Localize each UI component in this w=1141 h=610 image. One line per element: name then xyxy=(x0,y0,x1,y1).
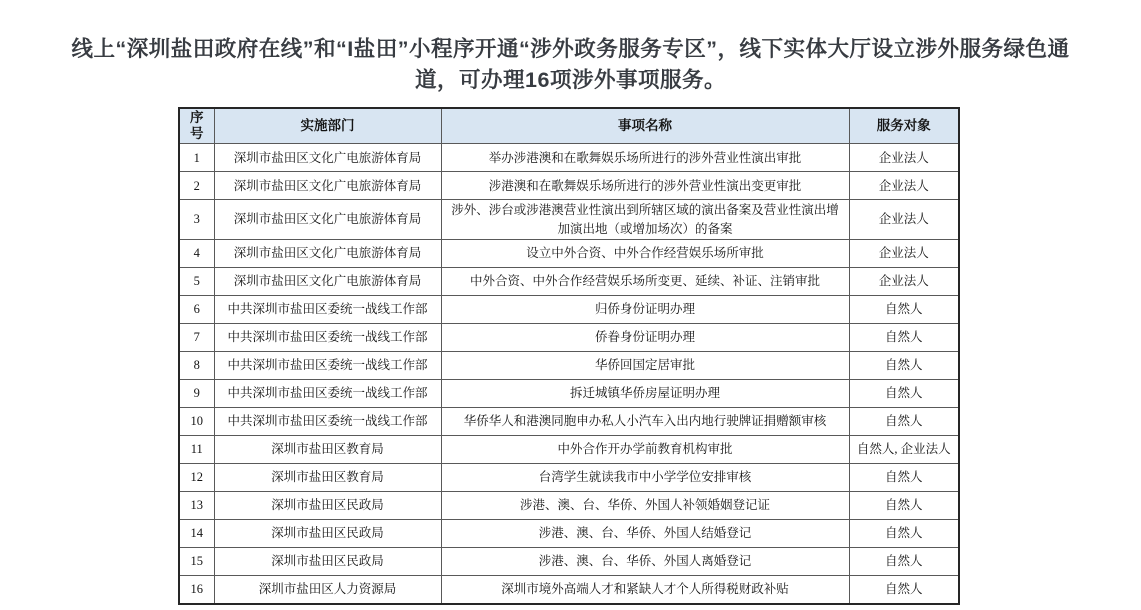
page-title: 线上“深圳盐田政府在线”和“I盐田”小程序开通“涉外政务服务专区”，线下实体大厅设立涉外服务绿色通道，可办理16项涉外事项服务。 xyxy=(71,37,1070,92)
item-name-cell: 设立中外合资、中外合作经营娱乐场所审批 xyxy=(441,239,849,267)
table-row xyxy=(179,575,959,604)
department-cell: 深圳市盐田区文化广电旅游体育局 xyxy=(214,200,441,239)
department-cell: 深圳市盐田区文化广电旅游体育局 xyxy=(214,267,441,295)
row-number-cell: 4 xyxy=(179,239,214,267)
item-name-cell: 涉外、涉台或涉港澳营业性演出到所辖区域的演出备案及营业性演出增加演出地（或增加场次）的备案 xyxy=(441,200,849,239)
table-row xyxy=(179,239,959,267)
table-row xyxy=(179,200,959,239)
service-target-cell: 自然人 xyxy=(849,323,959,351)
service-target-cell: 自然人 xyxy=(849,491,959,519)
table-body xyxy=(179,144,959,604)
row-number-cell: 15 xyxy=(179,547,214,575)
table-row xyxy=(179,407,959,435)
table-row xyxy=(179,463,959,491)
department-cell: 深圳市盐田区民政局 xyxy=(214,547,441,575)
department-cell: 深圳市盐田区文化广电旅游体育局 xyxy=(214,172,441,200)
table-header-row xyxy=(179,108,959,144)
table-row xyxy=(179,295,959,323)
row-number-cell: 10 xyxy=(179,407,214,435)
table-row xyxy=(179,351,959,379)
row-number-cell: 16 xyxy=(179,575,214,604)
item-name-cell: 涉港、澳、台、华侨、外国人离婚登记 xyxy=(441,547,849,575)
department-cell: 深圳市盐田区人力资源局 xyxy=(214,575,441,604)
row-number-cell: 2 xyxy=(179,172,214,200)
row-number-cell: 5 xyxy=(179,267,214,295)
services-table xyxy=(178,107,960,605)
service-target-cell: 自然人 xyxy=(849,575,959,604)
department-cell: 深圳市盐田区民政局 xyxy=(214,491,441,519)
department-cell: 深圳市盐田区教育局 xyxy=(214,463,441,491)
column-header: 序号 xyxy=(179,108,214,144)
table-row xyxy=(179,323,959,351)
row-number-cell: 11 xyxy=(179,435,214,463)
department-cell: 中共深圳市盐田区委统一战线工作部 xyxy=(214,323,441,351)
table-row xyxy=(179,491,959,519)
service-target-cell: 企业法人 xyxy=(849,267,959,295)
department-cell: 中共深圳市盐田区委统一战线工作部 xyxy=(214,295,441,323)
department-cell: 深圳市盐田区文化广电旅游体育局 xyxy=(214,239,441,267)
row-number-cell: 1 xyxy=(179,144,214,172)
row-number-cell: 14 xyxy=(179,519,214,547)
table-row xyxy=(179,519,959,547)
service-target-cell: 企业法人 xyxy=(849,239,959,267)
row-number-cell: 3 xyxy=(179,200,214,239)
item-name-cell: 涉港、澳、台、华侨、外国人结婚登记 xyxy=(441,519,849,547)
service-target-cell: 自然人 xyxy=(849,463,959,491)
item-name-cell: 涉港、澳、台、华侨、外国人补领婚姻登记证 xyxy=(441,491,849,519)
department-cell: 中共深圳市盐田区委统一战线工作部 xyxy=(214,407,441,435)
item-name-cell: 拆迁城镇华侨房屋证明办理 xyxy=(441,379,849,407)
item-name-cell: 中外合作开办学前教育机构审批 xyxy=(441,435,849,463)
department-cell: 中共深圳市盐田区委统一战线工作部 xyxy=(214,351,441,379)
column-header: 事项名称 xyxy=(441,108,849,144)
service-target-cell: 自然人 xyxy=(849,379,959,407)
row-number-cell: 12 xyxy=(179,463,214,491)
table-row xyxy=(179,144,959,172)
service-target-cell: 企业法人 xyxy=(849,144,959,172)
item-name-cell: 深圳市境外高端人才和紧缺人才个人所得税财政补贴 xyxy=(441,575,849,604)
service-target-cell: 企业法人 xyxy=(849,172,959,200)
column-header: 服务对象 xyxy=(849,108,959,144)
department-cell: 深圳市盐田区民政局 xyxy=(214,519,441,547)
item-name-cell: 华侨华人和港澳同胞申办私人小汽车入出内地行驶牌证捐赠额审核 xyxy=(441,407,849,435)
service-target-cell: 自然人 xyxy=(849,547,959,575)
item-name-cell: 归侨身份证明办理 xyxy=(441,295,849,323)
department-cell: 深圳市盐田区教育局 xyxy=(214,435,441,463)
table-row xyxy=(179,547,959,575)
row-number-cell: 9 xyxy=(179,379,214,407)
row-number-cell: 7 xyxy=(179,323,214,351)
department-cell: 中共深圳市盐田区委统一战线工作部 xyxy=(214,379,441,407)
item-name-cell: 台湾学生就读我市中小学学位安排审核 xyxy=(441,463,849,491)
service-target-cell: 自然人 xyxy=(849,295,959,323)
table-row xyxy=(179,379,959,407)
item-name-cell: 涉港澳和在歌舞娱乐场所进行的涉外营业性演出变更审批 xyxy=(441,172,849,200)
row-number-cell: 13 xyxy=(179,491,214,519)
table-row xyxy=(179,267,959,295)
department-cell: 深圳市盐田区文化广电旅游体育局 xyxy=(214,144,441,172)
service-target-cell: 自然人 xyxy=(849,519,959,547)
service-target-cell: 自然人 xyxy=(849,407,959,435)
item-name-cell: 侨眷身份证明办理 xyxy=(441,323,849,351)
service-target-cell: 自然人 xyxy=(849,351,959,379)
service-target-cell: 自然人, 企业法人 xyxy=(849,435,959,463)
item-name-cell: 中外合资、中外合作经营娱乐场所变更、延续、补证、注销审批 xyxy=(441,267,849,295)
column-header: 实施部门 xyxy=(214,108,441,144)
row-number-cell: 6 xyxy=(179,295,214,323)
row-number-cell: 8 xyxy=(179,351,214,379)
table-row xyxy=(179,435,959,463)
service-target-cell: 企业法人 xyxy=(849,200,959,239)
table-row xyxy=(179,172,959,200)
item-name-cell: 举办涉港澳和在歌舞娱乐场所进行的涉外营业性演出审批 xyxy=(441,144,849,172)
item-name-cell: 华侨回国定居审批 xyxy=(441,351,849,379)
